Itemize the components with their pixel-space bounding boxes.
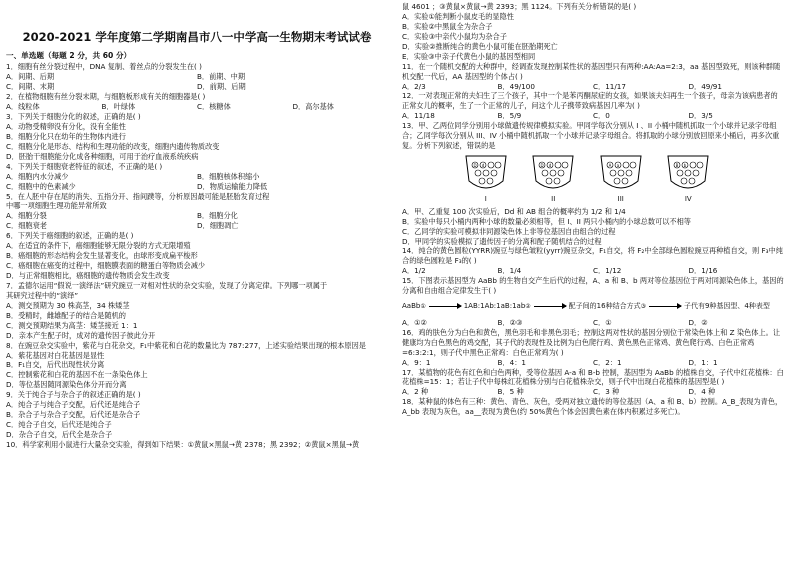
- jar-label: III: [617, 195, 624, 204]
- jars-figure: [452, 153, 722, 205]
- jar: [665, 153, 711, 205]
- option: C．间期、末期: [6, 82, 55, 92]
- option: D．胚胎干细胞能分化成各种细胞，可用于治疗血液系统疾病: [6, 151, 199, 161]
- option: E．实验③中亲子代黄色小鼠的基因型相同: [402, 51, 536, 61]
- option: A．细胞分裂: [6, 211, 47, 221]
- exam-title: 2020-2021 学年度第二学期南昌市八一中学高一生物期末考试试卷: [22, 30, 372, 44]
- arrow-icon: [534, 306, 566, 307]
- question-8: 8．在豌豆杂交实验中，紫花与白花杂交，F₁中紫花和白花的数量比为 787:277，上述实验结果出现的根本原因是: [6, 340, 366, 350]
- flow-step: AaBb: [402, 302, 421, 311]
- option: C．测交预期结果为高茎：矮茎接近 1：1: [6, 320, 138, 330]
- option: B．实验②中黑鼠全为杂合子: [402, 21, 493, 31]
- question-3: 3．下列关于细胞分化的叙述，正确的是( ): [6, 112, 141, 122]
- question-12-options: [402, 111, 784, 121]
- option: B．叶绿体: [101, 102, 136, 112]
- option: A．甲、乙重复 100 次实验后，Dd 和 AB 组合的概率约为 1/2 和 1/4: [402, 206, 626, 216]
- option: B．细胞核体积缩小: [197, 171, 260, 181]
- option: D．等位基因随同源染色体分开而分离: [6, 380, 127, 390]
- question-2: 2．在植物细胞有丝分裂末期，与细胞板形成有关的细胞器是( ): [6, 92, 206, 102]
- option: C．2：1: [593, 357, 622, 367]
- option: B．②③: [497, 317, 523, 327]
- question-16-options: [402, 358, 784, 368]
- jar-label: IV: [684, 195, 692, 204]
- question-5-options: [6, 211, 388, 231]
- option: B．5/9: [497, 111, 522, 121]
- option: D．3/5: [688, 111, 713, 121]
- option: B．细胞分化只在幼年的生物体内进行: [6, 131, 126, 141]
- question-1: 1．细胞有丝分裂过程中，DNA 复制、着丝点的分裂发生在( ): [6, 62, 202, 72]
- option: C．癌细胞在癌变的过程中，细胞膜表面的糖蛋白等物质会减少: [6, 261, 206, 271]
- option: A．11/18: [402, 111, 435, 121]
- jar-label: II: [551, 195, 556, 204]
- option: D．亲本产生配子时，成对的遗传因子彼此分开: [6, 330, 156, 340]
- jar-icon: [463, 153, 509, 195]
- jar: [530, 153, 576, 205]
- question-15: 15．下图表示基因型为 AaBb 的生物自交产生后代的过程，A、a 和 B、b 两对等位基因位于两对同源染色体上，基因的分离和自由组合定律发生于( ): [402, 276, 784, 296]
- question-11-options: [402, 82, 784, 92]
- svg-text:B: B: [675, 163, 679, 169]
- option: C．纯合子自交，后代还是纯合子: [6, 420, 112, 430]
- option: A．2/3: [402, 81, 426, 91]
- section-heading: 一、单选题（每题 2 分，共 60 分）: [6, 50, 132, 60]
- question-4-options: [6, 172, 388, 192]
- question-5-cont: 中哪一项细胞生理功能异常所致: [6, 201, 107, 211]
- option: D．与正常细胞相比，癌细胞的遗传物质会发生改变: [6, 271, 170, 281]
- option: B．前期、中期: [197, 72, 246, 82]
- left-column: [6, 0, 388, 560]
- option: D．49/91: [688, 81, 722, 91]
- question-9: 9．关于纯合子与杂合子的叙述正确的是( ): [6, 390, 141, 400]
- option: B．实验中每只小桶内两种小球的数量必须相等，但 I、II 两只小桶内的小球总数可以不相等: [402, 216, 691, 226]
- jar-label: I: [484, 195, 487, 204]
- option: C．①: [593, 317, 612, 327]
- svg-text:a: a: [616, 163, 619, 169]
- option: C．控制紫花和白花的基因不在一条染色体上: [6, 370, 148, 380]
- question-17: 17．某植物的花色有红色和白色两种，受等位基因 A-a 和 B-b 控制，基因型为 AaBb 的植株自交，子代中红花植株：白花植株=15：1；若让子代中每株红花植株分别与白花植株杂交，则子代中出现白花植株的基因型是( ): [402, 367, 784, 387]
- flow-mark: ①: [420, 302, 426, 310]
- option: B．细胞分化: [197, 211, 238, 221]
- question-2-options: [6, 102, 388, 112]
- option: C．细胞分化是形态、结构和生理功能的改变，细胞内遗传物质改变: [6, 141, 220, 151]
- option: D．细胞凋亡: [197, 221, 239, 231]
- flow-mark: ③: [640, 302, 646, 310]
- option: B．4：1: [497, 357, 526, 367]
- question-4: 4．下列关于细胞衰老特征的叙述，不正确的是( ): [6, 161, 163, 171]
- flow-mark: ②: [525, 302, 531, 310]
- option: B．杂合子与杂合子交配，后代还是杂合子: [6, 410, 141, 420]
- option: A．①②: [402, 317, 427, 327]
- option: C．1/12: [593, 266, 622, 276]
- svg-text:D: D: [473, 163, 477, 169]
- option: C．核糖体: [197, 102, 231, 112]
- option: B．49/100: [497, 81, 535, 91]
- svg-text:D: D: [540, 163, 544, 169]
- option: C．0: [593, 111, 610, 121]
- option: A．紫花基因对白花基因是显性: [6, 350, 105, 360]
- option: B．1/4: [497, 266, 522, 276]
- option: A．测交预期为 30 株高茎，34 株矮茎: [6, 300, 130, 310]
- option: A．2 种: [402, 387, 429, 397]
- option: A．动物受精卵没有分化，没有全能性: [6, 121, 126, 131]
- option: B．受精时，雌雄配子的结合是随机的: [6, 310, 126, 320]
- svg-text:A: A: [608, 163, 612, 169]
- question-15-options: [402, 318, 784, 328]
- question-10: 10．科学家利用小鼠进行大量杂交实验，得到如下结果：①黄鼠×黑鼠→黄 2378；黑 2392；②黄鼠×黑鼠→黄: [6, 439, 360, 449]
- process-flow: [402, 302, 784, 312]
- option: C．11/17: [593, 81, 626, 91]
- option: A．1/2: [402, 266, 426, 276]
- jar-icon: [598, 153, 644, 195]
- option: D．②: [688, 317, 708, 327]
- option: A．纯合子与纯合子交配，后代还是纯合子: [6, 400, 141, 410]
- arrow-icon: [649, 306, 681, 307]
- option: A．在适宜的条件下，癌细胞能够无限分裂的方式无限增殖: [6, 241, 191, 251]
- svg-text:d: d: [548, 163, 552, 169]
- option: D．高尔基体: [292, 102, 334, 112]
- svg-text:b: b: [683, 163, 687, 169]
- option: D．1：1: [688, 357, 718, 367]
- option: C．细胞衰老: [6, 221, 47, 231]
- arrow-icon: [429, 306, 461, 307]
- option: C．乙同学的实验可模拟非同源染色体上非等位基因自由组合的过程: [402, 226, 616, 236]
- question-12: 12．一对表现正常的夫妇生了三个孩子，其中一个是苯丙酮尿症的女孩，如果该夫妇再生一个孩子，母亲为该病患者的正常女儿的概率，生了一个正常的儿子，问这个儿子携带致病基因几率为( ): [402, 91, 778, 111]
- option: A．实验①能判断小鼠皮毛的显隐性: [402, 11, 514, 21]
- question-11: 11．在一个随机交配的大种群中，经调查发现控制某性状的基因型只有两种:AA:Aa=2:3，aa 基因型致死，则该种群随机交配一代后，AA 基因型的个体占( ): [402, 61, 781, 81]
- option: D．前期、后期: [197, 82, 246, 92]
- flow-step: 1AB:1Ab:1aB:1ab: [463, 302, 526, 311]
- question-13: 13．甲、乙两位同学分别用小球做遗传规律模拟实验。甲同学每次分别从 I 、II 小桶中随机抓取一个小球并记录字母组合；乙同学每次分别从 III、IV 小桶中随机抓取一个小球并记录字母组合。将抓取的小球分别放回原来小桶后，再多次重复。分析下列叙述，错误的是: [402, 121, 780, 151]
- option: D．实验②推断纯合的黄色小鼠可能在胚胎期死亡: [402, 41, 558, 51]
- jar-icon: [665, 153, 711, 195]
- option: D．杂合子自交，后代全是杂合子: [6, 430, 113, 440]
- question-18: 18．某种鼠的体色有三种：黄色、青色、灰色，受两对独立遗传的等位基因（A、a 和 B、b）控制。A_B_表现为青色，A_bb 表现为灰色，aa__表现为黄色(约 50%黄色个体会因黄色素在体内积累过多死亡)。: [402, 397, 783, 417]
- option: D．1/16: [688, 266, 718, 276]
- option: D．物质运输能力降低: [197, 181, 268, 191]
- option: A．线粒体: [6, 102, 40, 112]
- option: D．甲同学的实验模拟了遗传因子的分离和配子随机结合的过程: [402, 236, 602, 246]
- option: C．3 种: [593, 387, 620, 397]
- question-6: 6．下列关于癌细胞的叙述，正确的是( ): [6, 231, 134, 241]
- option: C．细胞中的色素减少: [6, 181, 76, 191]
- question-7-cont: 其研究过程中的“演绎”: [6, 290, 79, 300]
- jar: [598, 153, 644, 205]
- option: B．5 种: [497, 387, 524, 397]
- option: B．F₁自交，后代出现性状分离: [6, 360, 105, 370]
- option: C．实验③中亲代小鼠均为杂合子: [402, 31, 507, 41]
- option: D．4 种: [688, 387, 716, 397]
- question-5: 5．在人胚中存在尾的消失、五指分开、指间蹼等，分析原因最可能是胚胎发育过程: [6, 191, 270, 201]
- option: A．间期、后期: [6, 72, 55, 82]
- svg-text:d: d: [481, 163, 485, 169]
- flow-step: 子代有9种基因型、4种表型: [683, 302, 770, 311]
- question-7: 7．孟德尔运用“假说一演绎法”研究豌豆一对相对性状的杂交实验，发现了分离定律。下列哪一项属于: [6, 280, 328, 290]
- flow-step: 配子间的16种结合方式: [568, 302, 641, 311]
- question-1-options: [6, 72, 388, 92]
- option: A．细胞内水分减少: [6, 171, 69, 181]
- jar: [463, 153, 509, 205]
- question-10-cont: 鼠 4601 ；③黄鼠×黄鼠→黄 2393；黑 1124。下列有关分析错误的是( ): [402, 2, 637, 11]
- question-16: 16．鸡的肤色分为白色和黄色，黑色羽毛和非黑色羽毛；控制这两对性状的基因分别位于常染色体上和 Z 染色体上。让健康均为白色黑色的鸡交配，其子代的表现性及比例为白色爬行鸡、黄色黑色正常鸡、黄色爬行鸡、白色正常鸡=6:3:2:1，则子代中黑色正常鸡：白色正常鸡为( ): [402, 327, 781, 357]
- option: B．癌细胞的形态结构会发生显著变化，由球形变成扁平梭形: [6, 251, 198, 261]
- option: A．9：1: [402, 357, 431, 367]
- right-column: [402, 0, 784, 562]
- jar-icon: [530, 153, 576, 195]
- question-14: 14．纯合的黄色圆粒(YYRR)豌豆与绿色皱粒(yyrr)豌豆杂交，F₁自交，将 F₂中全部绿色圆粒豌豆再种植自交，则 F₃中纯合的绿色圆粒是 F₃的( ): [402, 246, 783, 266]
- question-17-options: [402, 387, 784, 397]
- question-14-options: [402, 266, 784, 276]
